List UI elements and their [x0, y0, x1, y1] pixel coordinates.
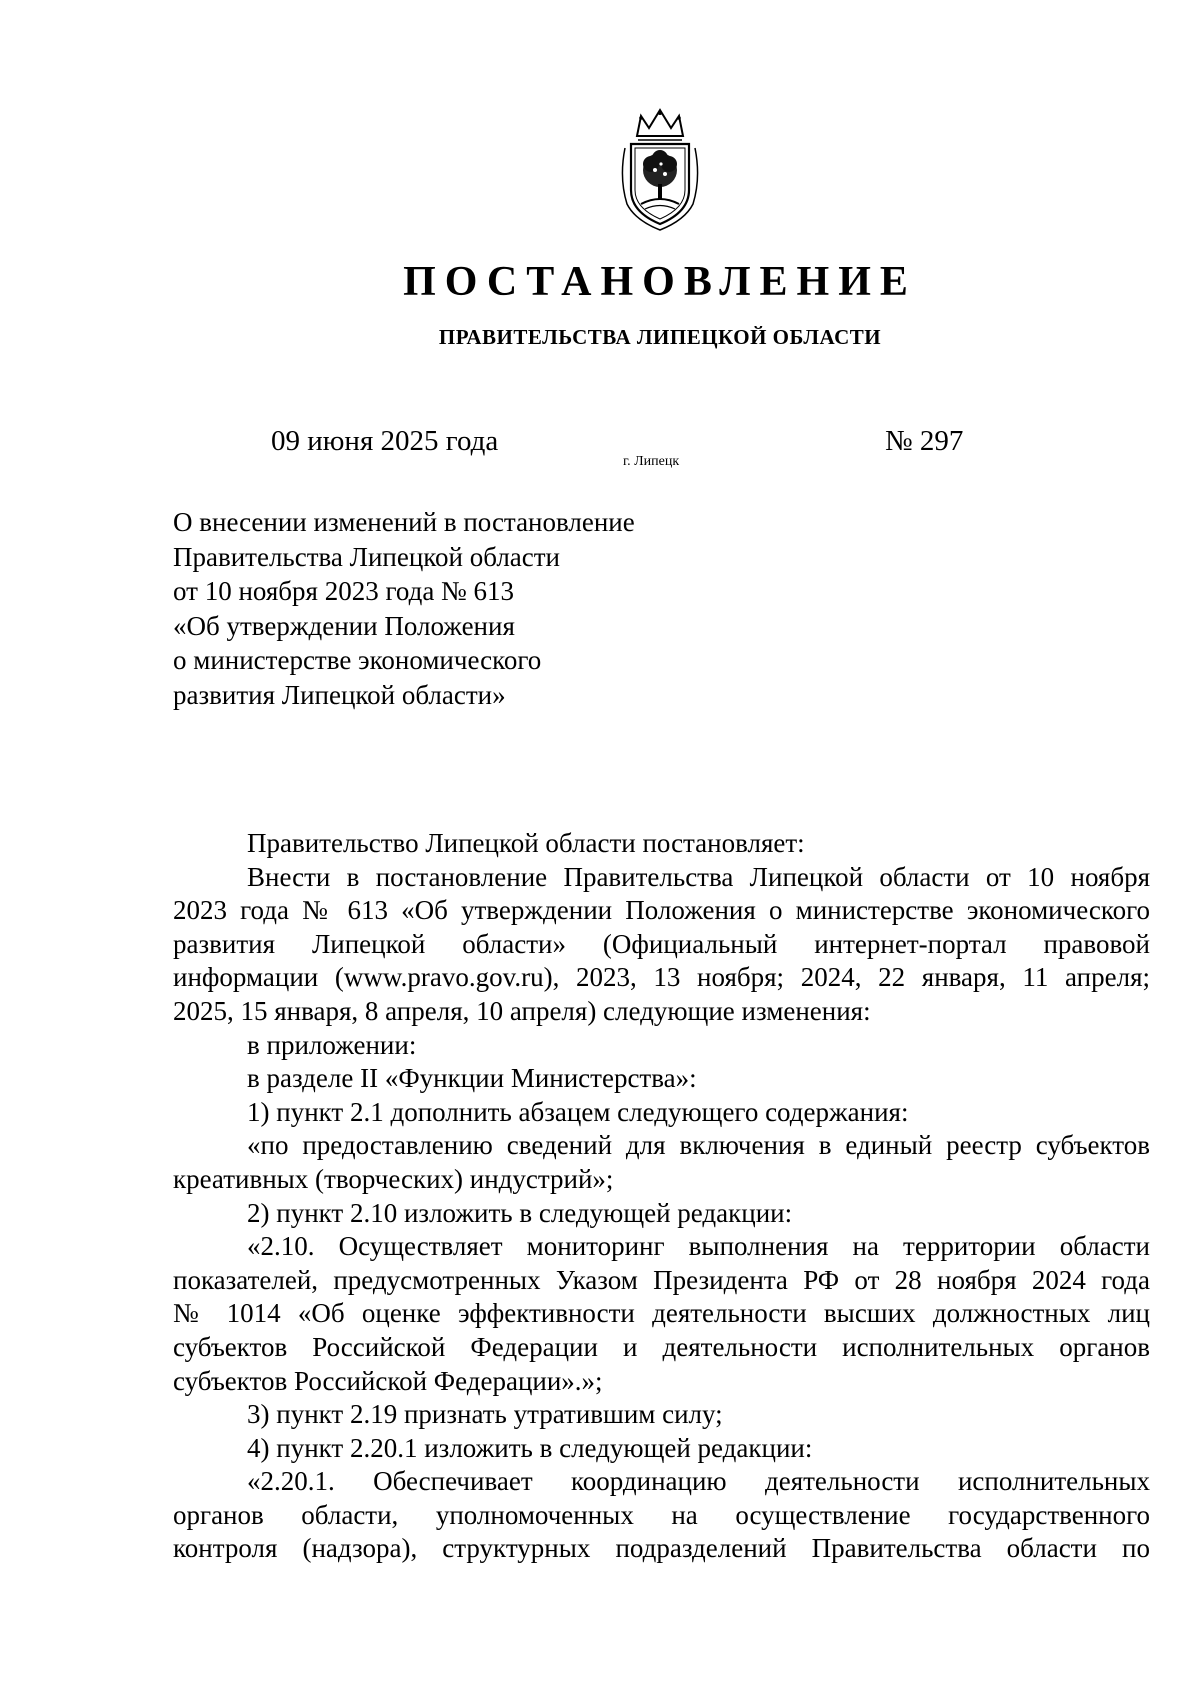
body-line: 2) пункт 2.10 изложить в следующей редакции:: [247, 1197, 793, 1228]
body-line: Внести в постановление Правительства Липецкой области от 10 ноября: [247, 861, 1150, 892]
body-line: контроля (надзора), структурных подразделений Правительства области по: [173, 1533, 1150, 1564]
body-line: органов области, уполномоченных на осуществление государственного: [173, 1499, 1150, 1530]
body-line: «по предоставлению сведений для включения в единый реестр субъектов: [247, 1130, 1150, 1161]
document-title: ПОСТАНОВЛЕНИЕ: [403, 259, 917, 305]
body-line: 2023 года № 613 «Об утверждении Положения о министерстве экономического: [173, 895, 1150, 926]
subject-line: Правительства Липецкой области: [173, 541, 561, 572]
document-body: [173, 827, 1150, 1566]
body-line: Правительство Липецкой области постановляет:: [247, 828, 805, 858]
body-line: субъектов Российской Федерации».»;: [173, 1365, 603, 1396]
subject-line: развития Липецкой области»: [173, 679, 506, 710]
body-line: субъектов Российской Федерации и деятельности исполнительных органов: [173, 1331, 1150, 1362]
subject-line: от 10 ноября 2023 года № 613: [173, 576, 515, 606]
body-line: «2.20.1. Обеспечивает координацию деятельности исполнительных: [247, 1466, 1150, 1497]
body-line: развития Липецкой области» (Официальный интернет-портал правовой: [173, 928, 1150, 959]
body-line: 1) пункт 2.1 дополнить абзацем следующего содержания:: [247, 1096, 909, 1127]
body-line: в разделе II «Функции Министерства»:: [247, 1063, 697, 1094]
issuing-authority: ПРАВИТЕЛЬСТВА ЛИПЕЦКОЙ ОБЛАСТИ: [438, 325, 882, 349]
document-number: № 297: [885, 425, 964, 457]
body-line: 2025, 15 января, 8 апреля, 10 апреля) следующие изменения:: [173, 995, 871, 1026]
subject-line: о министерстве экономического: [173, 645, 542, 675]
body-line: 4) пункт 2.20.1 изложить в следующей редакции:: [247, 1432, 813, 1463]
body-line: № 1014 «Об оценке эффективности деятельности высших должностных лиц: [173, 1298, 1150, 1329]
document-city: г. Липецк: [623, 454, 680, 469]
body-line: информации (www.pravo.gov.ru), 2023, 13 ноября; 2024, 22 января, 11 апреля;: [173, 962, 1150, 993]
body-line: показателей, предусмотренных Указом Президента РФ от 28 ноября 2024 года: [173, 1264, 1150, 1295]
document-date: 09 июня 2025 года: [271, 425, 499, 457]
subject-line: «Об утверждении Положения: [173, 610, 515, 641]
subject-line: О внесении изменений в постановление: [173, 507, 635, 537]
document-subject: [173, 505, 635, 712]
body-line: «2.10. Осуществляет мониторинг выполнения на территории области: [247, 1231, 1150, 1262]
body-line: креативных (творческих) индустрий»;: [173, 1163, 614, 1194]
body-line: в приложении:: [247, 1029, 417, 1060]
body-line: 3) пункт 2.19 признать утратившим силу;: [247, 1399, 723, 1430]
coat-of-arms-icon: [615, 108, 705, 234]
